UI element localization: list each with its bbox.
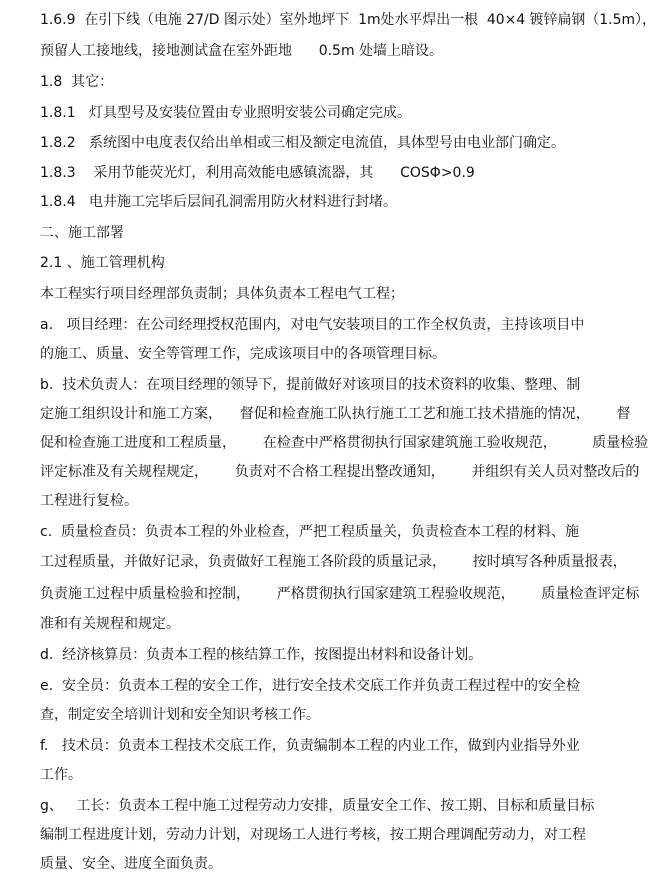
text-line: 准和有关规程和规定。	[40, 616, 180, 632]
section-heading: 二、施工部署	[40, 225, 124, 241]
text-line: b. 技术负责人：在项目经理的领导下，提前做好对该项目的技术资料的收集、整理、制	[40, 377, 581, 393]
text-line: d. 经济核算员：负责本工程的核结算工作，按图提出材料和设备计划。	[40, 647, 483, 663]
text-line: f. 技术员：负责本工程技术交底工作，负责编制本工程的内业工作，做到内业指导外业	[40, 738, 580, 754]
text-line: 编制工程进度计划，劳动力计划，对现场工人进行考核，按工期合理调配劳动力，对工程	[40, 827, 586, 843]
text-line: 评定标准及有关规程规定， 负责对不合格工程提出整改通知， 并组织有关人员对整改后的	[40, 464, 640, 480]
text-line: 定施工组织设计和施工方案， 督促和检查施工队执行施工工艺和施工技术措施的情况， 督	[40, 406, 631, 422]
text-line: a. 项目经理：在公司经理授权范围内，对电气安装项目的工作全权负责，主持该项目中	[40, 317, 585, 333]
text-line: c. 质量检查员：负责本工程的外业检查，严把工程质量关，负责检查本工程的材料、施	[40, 524, 580, 540]
text-line: g、 工长：负责本工程中施工过程劳动力安排，质量安全工作、按工期、目标和质量目标	[40, 798, 595, 814]
text-line: 查，制定安全培训计划和安全知识考核工作。	[40, 707, 320, 723]
text-line: 工程进行复检。	[40, 493, 138, 509]
text-line: 预留人工接地线，接地测试盒在室外距地 0.5m 处墙上暗设。	[40, 43, 444, 59]
subsection-heading: 2.1 、施工管理机构	[40, 255, 165, 271]
text-line: 1.8.2 系统图中电度表仅给出单相或三相及额定电流值，具体型号由电业部门确定。	[40, 135, 565, 151]
section-heading: 1.8 其它：	[40, 74, 114, 90]
text-line: 工过程质量，并做好记录，负责做好工程施工各阶段的质量记录， 按时填写各种质量报表，	[40, 554, 627, 570]
text-line: 工作。	[40, 767, 82, 783]
text-line: e. 安全员：负责本工程的安全工作，进行安全技术交底工作并负责工程过程中的安全检	[40, 678, 580, 694]
text-line: 1.8.3 采用节能荧光灯，利用高效能电感镇流器，其 COSΦ>0.9	[40, 165, 475, 181]
text-line: 1.8.4 电井施工完毕后层间孔洞需用防火材料进行封堵。	[40, 194, 397, 210]
text-line: 负责施工过程中质量检验和控制， 严格贯彻执行国家建筑工程验收规范， 质量检查评定标	[40, 586, 640, 602]
text-line: 促和检查施工进度和工程质量， 在检查中严格贯彻执行国家建筑施工验收规范， 质量检验	[40, 435, 649, 451]
text-line: 1.6.9 在引下线（电施 27/D 图示处）室外地坪下 1m处水平焊出一根 40×4 镀锌扁钢（1.5m），	[40, 12, 656, 28]
text-line: 质量、安全、进度全面负责。	[40, 856, 222, 872]
text-line: 本工程实行项目经理部负责制；具体负责本工程电气工程；	[40, 286, 404, 302]
text-line: 1.8.1 灯具型号及安装位置由专业照明安装公司确定完成。	[40, 105, 411, 121]
text-line: 的施工、质量、安全等管理工作，完成该项目中的各项管理目标。	[40, 346, 446, 362]
